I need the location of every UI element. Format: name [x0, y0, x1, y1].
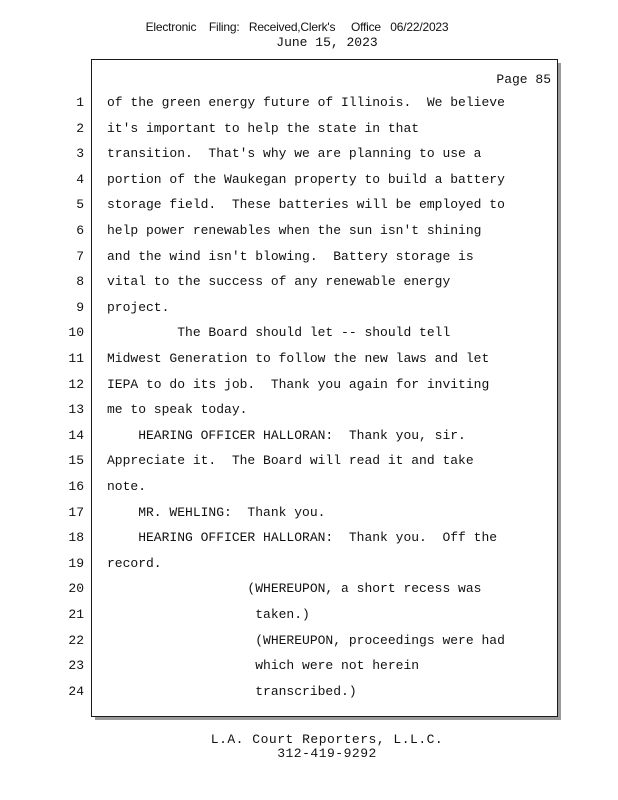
line-number: 22 [68, 632, 84, 648]
line-number: 23 [68, 658, 84, 674]
transcript-line: transition. That's why we are planning to use a [107, 146, 482, 162]
footer-company: L.A. Court Reporters, L.L.C. [210, 732, 444, 747]
transcript-line: taken.) [107, 607, 310, 622]
transcript-line: note. [107, 479, 147, 494]
line-number: 21 [68, 607, 84, 622]
transcript-line: Midwest Generation to follow the new laws and let [107, 351, 490, 366]
transcript-line: IEPA to do its job. Thank you again for inviting [107, 376, 490, 392]
transcript-line: and the wind isn't blowing. Battery storage is [107, 248, 474, 264]
transcript-line: help power renewables when the sun isn't shining [107, 223, 482, 238]
transcript-line: record. [107, 555, 162, 571]
line-number: 7 [76, 248, 84, 264]
footer-phone: 312-419-9292 [277, 746, 377, 761]
line-number: 12 [68, 376, 84, 392]
line-number: 17 [68, 504, 84, 520]
transcript-line: it's important to help the state in that [107, 120, 420, 136]
line-number: 15 [68, 453, 84, 469]
line-number: 1 [76, 95, 84, 110]
transcript-line: Appreciate it. The Board will read it and take [107, 453, 474, 469]
transcript-line: portion of the Waukegan property to build a battery [107, 171, 505, 187]
line-number: 14 [68, 427, 84, 443]
line-number: 20 [68, 581, 84, 597]
transcript-line: (WHEREUPON, a short recess was [107, 581, 482, 597]
line-number: 19 [68, 555, 84, 571]
line-number: 10 [68, 325, 84, 341]
transcript-line: HEARING OFFICER HALLORAN: Thank you. Off the [107, 530, 498, 546]
line-number: 5 [76, 197, 84, 213]
line-number: 8 [76, 274, 84, 290]
line-number: 13 [68, 402, 84, 418]
transcript-line: MR. WEHLING: Thank you. [107, 504, 326, 520]
line-number: 16 [68, 479, 84, 494]
line-number: 18 [68, 530, 84, 546]
transcript-line: The Board should let -- should tell [107, 325, 451, 341]
transcript-line: of the green energy future of Illinois. We believe [107, 95, 505, 110]
line-number: 4 [76, 171, 84, 187]
transcript-line: me to speak today. [107, 402, 248, 418]
transcript-line: HEARING OFFICER HALLORAN: Thank you, sir. [107, 427, 466, 443]
transcript-line: vital to the success of any renewable energy [107, 274, 451, 290]
filing-stamp: Electronic Filing: Received,Clerk's Office 06/22/2023 [145, 20, 449, 34]
transcript-line: which were not herein [107, 658, 420, 674]
transcript-line: storage field. These batteries will be employed to [107, 197, 505, 213]
line-number: 24 [68, 683, 84, 699]
page-number: Page 85 [496, 72, 551, 87]
line-number: 9 [76, 299, 84, 315]
line-number: 2 [76, 120, 84, 136]
line-number: 11 [68, 351, 84, 366]
transcript-line: transcribed.) [107, 683, 357, 699]
line-number: 6 [76, 223, 84, 238]
line-number: 3 [76, 146, 84, 162]
transcript-line: (WHEREUPON, proceedings were had [107, 632, 505, 648]
transcript-line: project. [107, 299, 170, 315]
hearing-date: June 15, 2023 [276, 35, 378, 50]
